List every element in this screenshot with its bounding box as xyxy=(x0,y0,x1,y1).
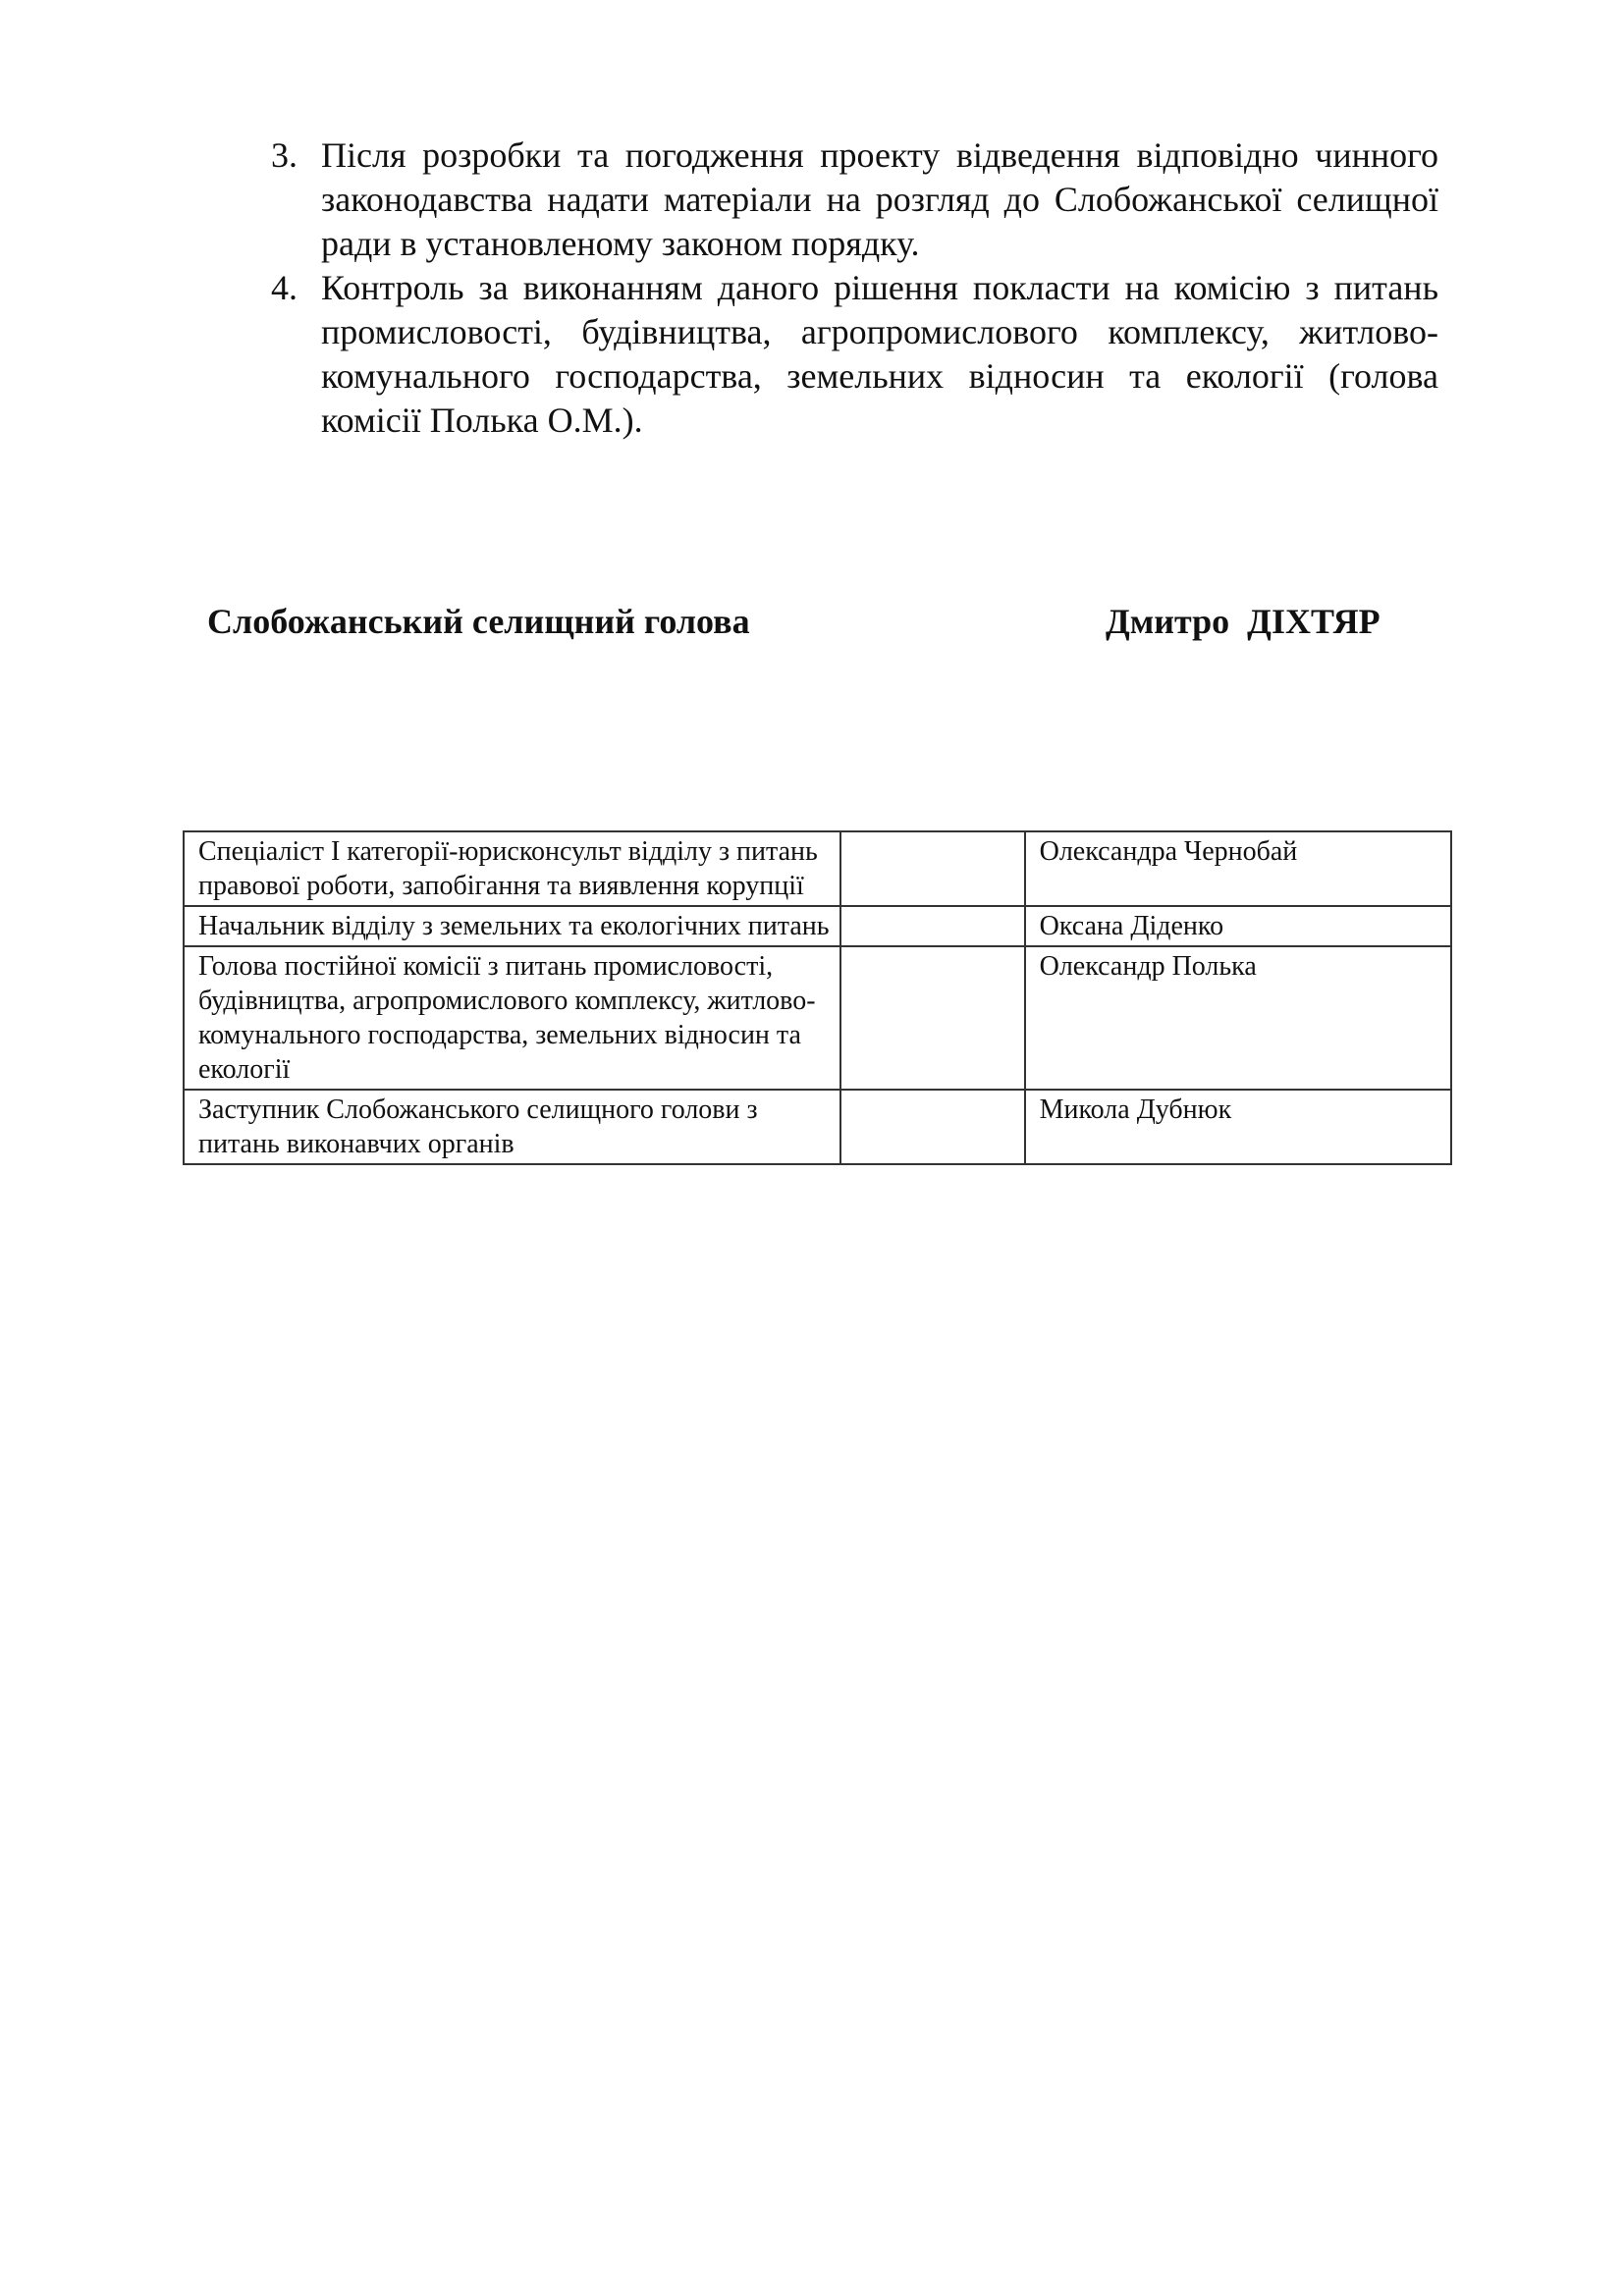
approval-signature-cell xyxy=(840,946,1025,1090)
approval-name: Олександра Чернобай xyxy=(1025,831,1451,906)
list-item xyxy=(265,266,1438,443)
approval-name: Оксана Діденко xyxy=(1025,906,1451,946)
list-item-text: Контроль за виконанням даного рішення покласти на комісію з питань промисловості, будівництва, агропромислового комплексу, житлово-комунального господарства, земельних відносин та екології (голова комісії Полька О.М.). xyxy=(321,268,1438,440)
table-row xyxy=(184,831,1451,906)
numbered-list xyxy=(265,133,1438,443)
list-item-number: 4. xyxy=(271,268,298,307)
list-item xyxy=(265,133,1438,266)
approval-signature-cell xyxy=(840,906,1025,946)
approval-position: Голова постійної комісії з питань промисловості, будівництва, агропромислового комплексу, житлово-комунального господарства, земельних відносин та екології xyxy=(184,946,840,1090)
approvals-table xyxy=(183,830,1452,1165)
table-row xyxy=(184,906,1451,946)
list-item-number: 3. xyxy=(271,135,298,175)
approval-name: Олександр Полька xyxy=(1025,946,1451,1090)
approval-signature-cell xyxy=(840,831,1025,906)
table-row xyxy=(184,946,1451,1090)
approval-position: Спеціаліст І категорії-юрисконсульт відділу з питань правової роботи, запобігання та виявлення корупції xyxy=(184,831,840,906)
approval-position: Заступник Слобожанського селищного голови з питань виконавчих органів xyxy=(184,1090,840,1164)
list-item-text: Після розробки та погодження проекту відведення відповідно чинного законодавства надати матеріали на розгляд до Слобожанської селищної ради в установленому законом порядку. xyxy=(321,135,1438,263)
approval-position: Начальник відділу з земельних та екологічних питань xyxy=(184,906,840,946)
approval-signature-cell xyxy=(840,1090,1025,1164)
signature-title: Слобожанський селищний голова xyxy=(207,602,750,641)
table-row xyxy=(184,1090,1451,1164)
approval-name: Микола Дубнюк xyxy=(1025,1090,1451,1164)
signature-name: Дмитро ДІХТЯР xyxy=(1106,602,1380,641)
signature-block xyxy=(207,601,1410,650)
